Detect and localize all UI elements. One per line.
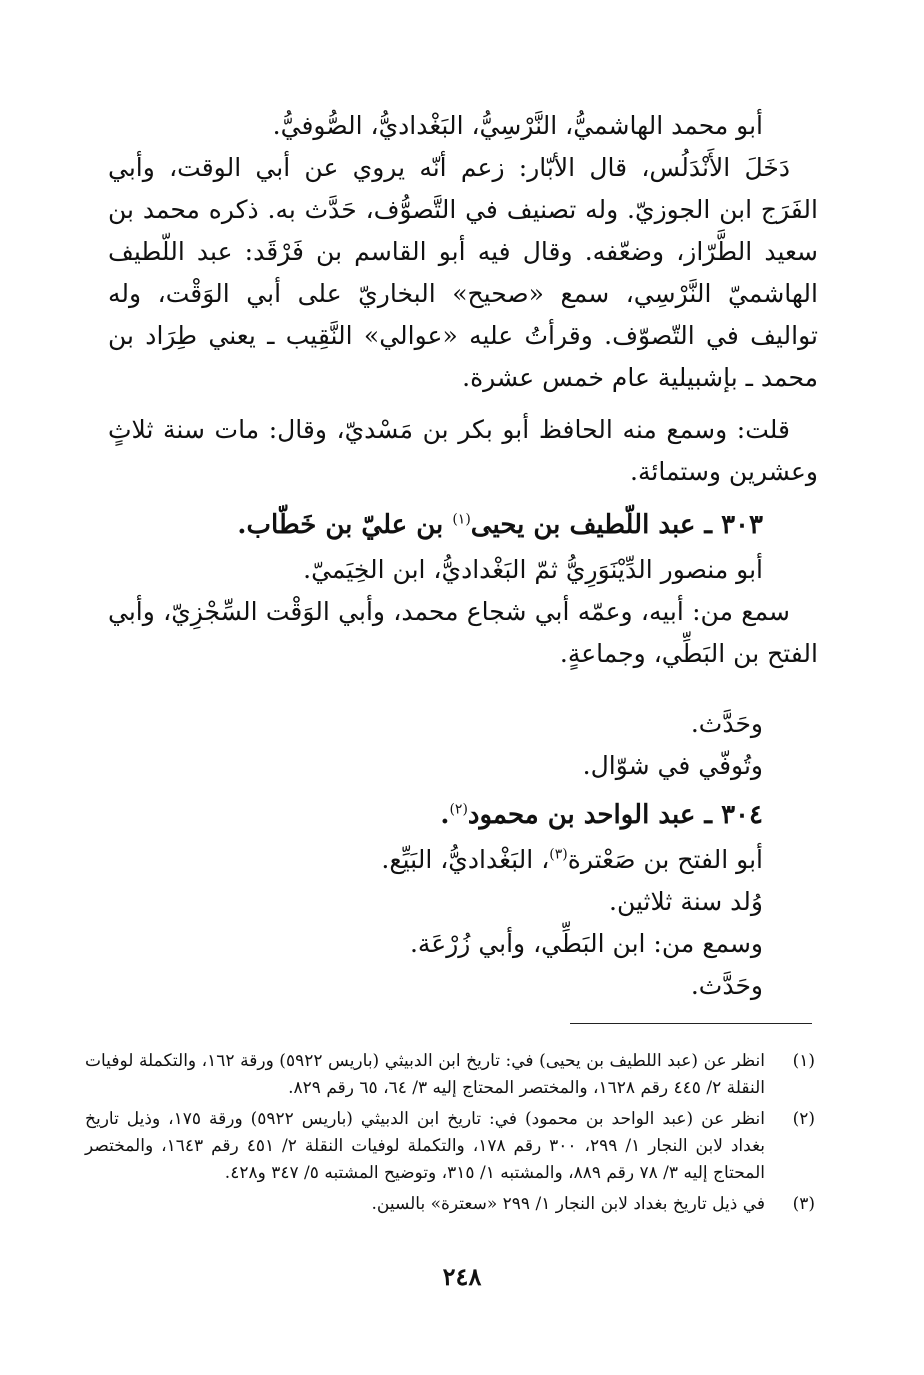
text-line: دَخَلَ الأَنْدَلُس، قال الأبّار: زعم أنّه يروي عن أبي الوقت، وأبي الفَرَج ابن الجوزيّ. وله تصنيف في التَّصوُّف، حَدَّث به. ذكره محمد بن سعيد الطَّرّاز، وضعّفه. وقال فيه أبو القاسم بن فَرْقَد: عبد اللّطيف الهاشميّ النَّرْسِي، سمع «صحيح» البخاريّ على أبي الوَقْت، وله تواليف في التّصوّف. وقرأتُ عليه «عوالي» النَّقِيب ـ يعني طِرَاد بن محمد ـ بإشبيلية عام خمس عشرة. [108,153,818,392]
footnote [85,1048,815,1102]
footnote-ref: (٣) [549,846,568,863]
footnote-number: (٢) [792,1109,815,1129]
text-line: وحَدَّث. [690,971,763,1000]
text-line: سمع من: أبيه، وعمّه أبي شجاع محمد، وأبي الوَقْت السِّجْزِيّ، وأبي الفتح بن البَطِّي، وجماعةٍ. [108,597,818,668]
text-line: وحَدَّث. [690,709,763,738]
text-line: وُلد سنة ثلاثين. [609,887,763,916]
entry-heading-303 [108,503,818,547]
footnotes [85,1048,815,1222]
entry-title-tail: . [440,800,450,830]
text-span: أبو الفتح بن صَعْترة [567,845,763,874]
footnote-text: انظر عن (عبد اللطيف بن يحيى) في: تاريخ ابن الدبيثي (باريس ٥٩٢٢) ورقة ١٦٢، والتكملة لوفيات النقلة ٢/ ٤٤٥ رقم ١٦٢٨، والمختصر المحتاج إليه ٣/ ٦٤، ٦٥ رقم ٨٢٩. [85,1051,765,1098]
text-line: وسمع من: ابن البَطِّي، وأبي زُرْعَة. [409,929,763,958]
text-line: قلت: وسمع منه الحافظ أبو بكر بن مَسْديّ، وقال: مات سنة ثلاثٍ وعشرين وستمائة. [108,415,818,486]
entry-title: ٣٠٣ ـ عبد اللّطيف بن يحيى [470,510,763,540]
text-span: ، البَغْداديُّ، البَيِّع. [381,845,550,874]
paragraph [108,409,818,493]
footnote-ref: (١) [452,511,471,528]
paragraph [108,147,818,399]
text-line [108,839,818,881]
footnote-number: (١) [792,1051,815,1071]
text-line: وتُوفّي في شوّال. [582,751,763,780]
entry-title-tail: بن عليّ بن خَطّاب. [237,510,453,540]
footnote [85,1106,815,1187]
paragraph [108,591,818,675]
footnote-divider [570,1023,812,1024]
entry-heading-304 [108,793,818,837]
footnote-number: (٣) [792,1194,815,1214]
text-line: أبو منصور الدِّيْنَوَرِيُّ ثمّ البَغْداديُّ، ابن الخِيَميّ. [303,555,763,584]
text-line: أبو محمد الهاشميُّ، النَّرْسِيُّ، البَغْداديُّ، الصُّوفيُّ. [272,111,763,140]
footnote-text: انظر عن (عبد الواحد بن محمود) في: تاريخ ابن الدبيثي (باريس ٥٩٢٢) ورقة ١٧٥، وذيل تاريخ بغداد لابن النجار ١/ ٢٩٩، ٣٠٠ رقم ١٧٨، والتكملة لوفيات النقلة ٢/ ٤٥١ رقم ١٦٤٣، والمختصر المحتاج إليه ٣/ ٧٨ رقم ٨٨٩، والمشتبه ١/ ٣١٥، وتوضيح المشتبه ٥/ ٣٤٧ و٤٢٨. [85,1109,766,1183]
main-text [108,105,818,1007]
page-number: ٢٤٨ [442,1262,482,1291]
footnote-ref: (٢) [449,801,468,818]
footnote-text: في ذيل تاريخ بغداد لابن النجار ١/ ٢٩٩ «سعترة» بالسين. [371,1194,765,1214]
footnote [85,1191,815,1218]
entry-title: ٣٠٤ ـ عبد الواحد بن محمود [467,800,763,830]
